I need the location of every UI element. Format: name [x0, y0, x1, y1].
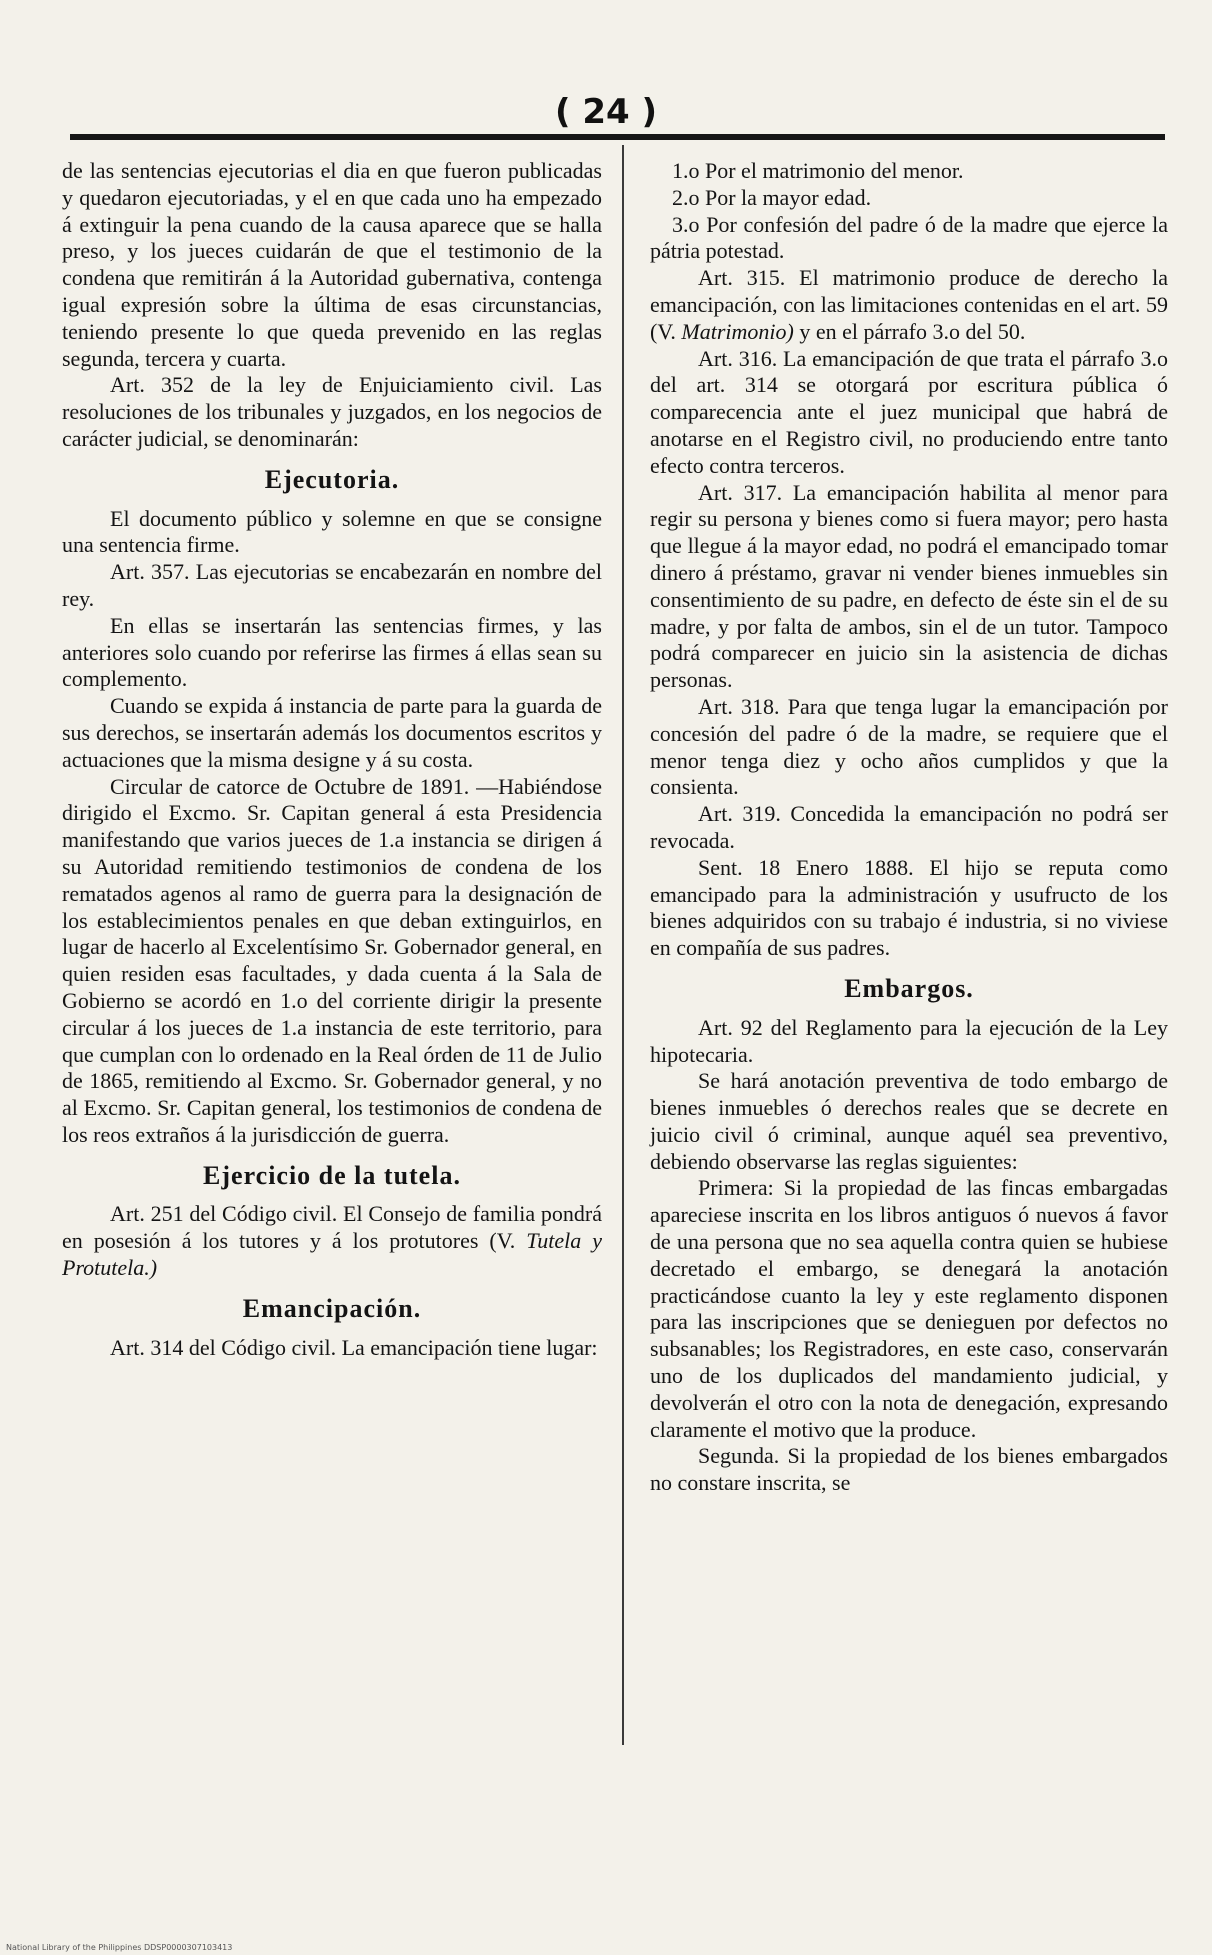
paragraph: Segunda. Si la propiedad de los bienes embargados no constare inscrita, se [650, 1443, 1168, 1496]
paragraph-text: Art. 251 del Código civil. El Consejo de familia pondrá en posesión á los tutores y á los protutores (V. [62, 1201, 602, 1254]
right-column [650, 158, 1168, 1497]
section-heading-embargos: Embargos. [844, 973, 974, 1003]
list-item: 3.o Por confesión del padre ó de la madre que ejerce la pátria potestad. [650, 211, 1168, 264]
paragraph [650, 265, 1168, 345]
paragraph: Primera: Si la propiedad de las fincas embargadas apareciese inscrita en los libros antiguos ó nuevos á favor de una persona que no sea aquella contra quien se hubiese decretado el embargo, se denegará la anotación practicándose cuanto la ley y este reglamento disponen para las inscripciones que se denieguen por defectos no subsanables; los Registradores, en este caso, conservarán uno de los duplicados del mandamiento judicial, y devolverán el otro con la nota de denegación, expresando claramente el motivo que la produce. [650, 1175, 1168, 1442]
paragraph: Art. 316. La emancipación de que trata el párrafo 3.o del art. 314 se otorgará por escritura pública ó comparecencia ante el juez municipal que habrá de anotarse en el Registro civil, no produciendo entre tanto efecto contra terceros. [650, 345, 1168, 478]
section-heading-ejecutoria: Ejecutoria. [264, 464, 400, 494]
paragraph: Art. 92 del Reglamento para la ejecución de la Ley hipotecaria. [650, 1014, 1168, 1067]
footer-credit: National Library of the Philippines DDSP0000307103413 [6, 1943, 233, 1952]
section-heading-emancipacion: Emancipación. [242, 1293, 422, 1323]
paragraph: Art. 314 del Código civil. La emancipación tiene lugar: [110, 1334, 598, 1360]
paragraph: de las sentencias ejecutorias el dia en que fueron publicadas y quedaron ejecutoriadas, y el en que cada uno ha empezado á extinguir la pena cuando de la causa aparece que se halla preso, y los jueces cuidarán de que el testimonio de la condena que remitirán á la Autoridad gubernativa, contenga igual expresión sobre la última de esas circunstancias, teniendo presente lo que queda prevenido en las reglas segunda, tercera y cuarta. [62, 158, 602, 371]
paragraph: Art. 317. La emancipación habilita al menor para regir su persona y bienes como si fuera mayor; pero hasta que llegue á la mayor edad, no podrá el emancipado tomar dinero á préstamo, gravar ni vender bienes inmuebles sin consentimiento de su padre, en defecto de éste sin el de su madre, y por falta de ambos, sin el de un tutor. Tampoco podrá comparecer en juicio sin la asistencia de dichas personas. [650, 479, 1168, 693]
paragraph: Art. 357. Las ejecutorias se encabezarán en nombre del rey. [62, 559, 602, 611]
paragraph: Sent. 18 Enero 1888. El hijo se reputa como emancipado para la administración y usufructo de los bienes adquiridos con su trabajo é industria, si no viviese en compañía de sus padres. [650, 854, 1168, 961]
paragraph-text: y en el párrafo 3.o del 50. [799, 318, 1026, 344]
cross-reference: Tutela y Protutela.) [62, 1228, 602, 1281]
section-heading-tutela: Ejercicio de la tutela. [203, 1160, 461, 1190]
paragraph: Art. 318. Para que tenga lugar la emancipación por concesión del padre ó de la madre, se requiere que el menor tenga diez y ocho años cumplidos y que la consienta. [650, 693, 1168, 800]
paragraph [62, 1201, 602, 1281]
paragraph: Se hará anotación preventiva de todo embargo de bienes inmuebles ó derechos reales que se decrete en juicio civil ó criminal, aunque aquél sea preventivo, debiendo observarse las reglas siguientes: [650, 1068, 1168, 1174]
page-number: ( 24 ) [554, 92, 658, 132]
paragraph: En ellas se insertarán las sentencias firmes, y las anteriores solo cuando por referirse las firmes á ellas sean su complemento. [62, 612, 602, 692]
left-column [62, 158, 602, 1361]
paragraph-text: Art. 315. El matrimonio produce de derecho la emancipación, con las limitaciones contenidas en el art. 59 (V. [650, 265, 1168, 344]
list-item: 2.o Por la mayor edad. [672, 184, 872, 210]
header-rule [70, 134, 1165, 140]
paragraph: Cuando se expida á instancia de parte para la guarda de sus derechos, se insertarán además los documentos escritos y actuaciones que la misma designe y á su costa. [62, 693, 602, 772]
column-divider [622, 145, 624, 1745]
cross-reference: Matrimonio) [681, 318, 794, 344]
paragraph: El documento público y solemne en que se consigne una sentencia firme. [62, 505, 602, 558]
list-item: 1.o Por el matrimonio del menor. [672, 158, 964, 183]
paragraph: Circular de catorce de Octubre de 1891. —Habiéndose dirigido el Excmo. Sr. Capitan general á esta Presidencia manifestando que varios jueces de 1.a instancia se dirigen á su Autoridad remitiendo testimonios de condena de los rematados agenos al ramo de guerra para la designación de los establecimientos penales en que deban extinguirlos, en lugar de hacerlo al Excelentísimo Sr. Gobernador general, en quien residen esas facultades, y dada cuenta á la Sala de Gobierno se acordó en 1.o del corriente dirigir la presente circular á los jueces de 1.a instancia de este territorio, para que cumplan con lo ordenado en la Real órden de 11 de Julio de 1865, remitiendo al Excmo. Sr. Gobernador general, y no al Excmo. Sr. Capitan general, los testimonios de condena de los reos extraños á la jurisdicción de guerra. [62, 773, 602, 1147]
paragraph: Art. 352 de la ley de Enjuiciamiento civil. Las resoluciones de los tribunales y juzgados, en los negocios de carácter judicial, se denominarán: [62, 372, 602, 451]
paragraph: Art. 319. Concedida la emancipación no podrá ser revocada. [650, 801, 1168, 853]
